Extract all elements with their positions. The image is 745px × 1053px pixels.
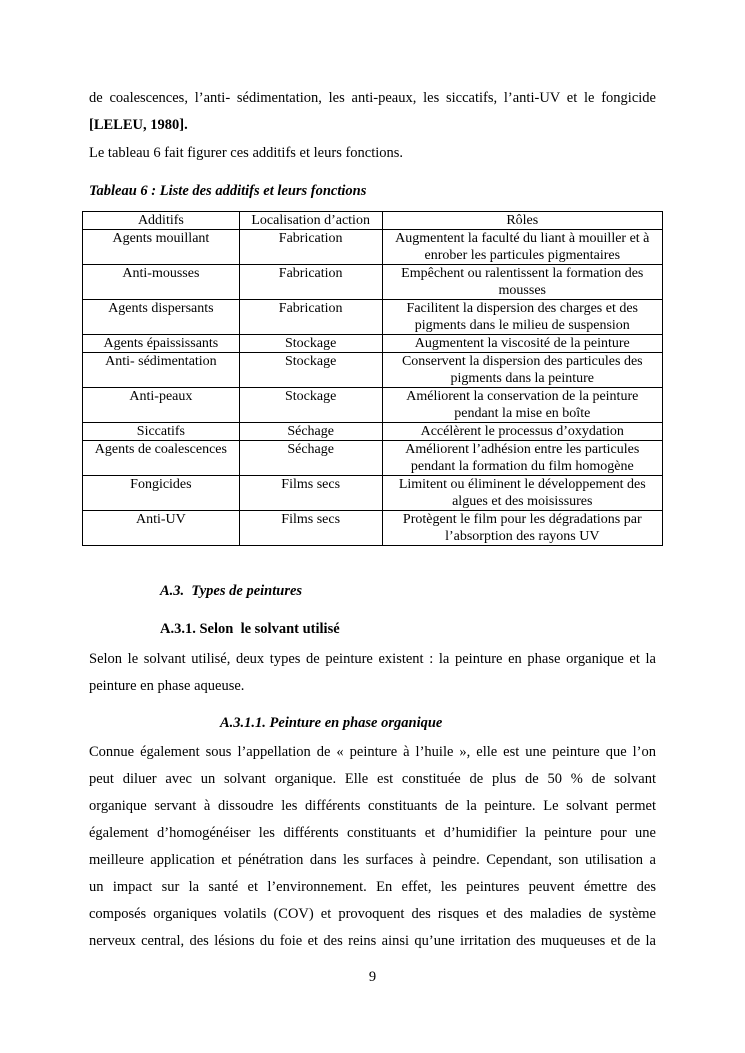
table-row: [83, 423, 663, 441]
table-row: [83, 441, 663, 476]
cell-additif: Agents épaississants: [83, 335, 240, 353]
cell-role: Améliorent l’adhésion entre les particules pendant la formation du film homogène: [382, 441, 662, 476]
intro-line-3: Le tableau 6 fait figurer ces additifs et leurs fonctions.: [89, 145, 404, 161]
para-a311-line-5: meilleure application et pénétration dans les surfaces à peindre. Cependant, son utilisation a: [89, 852, 656, 868]
cell-localisation: Stockage: [239, 388, 382, 423]
table-row: [83, 230, 663, 265]
cell-additif: Anti-peaux: [83, 388, 240, 423]
cell-role: Conservent la dispersion des particules des pigments dans la peinture: [382, 353, 662, 388]
table-caption: Tableau 6 : Liste des additifs et leurs fonctions: [89, 183, 367, 199]
heading-a3-title: Types de peintures: [191, 583, 303, 599]
cell-localisation: Séchage: [239, 441, 382, 476]
cell-localisation: Stockage: [239, 353, 382, 388]
cell-localisation: Fabrication: [239, 230, 382, 265]
para-a311-line-8: nerveux central, des lésions du foie et des reins ainsi qu’une irritation des muqueuses et de la: [89, 933, 656, 949]
cell-localisation: Fabrication: [239, 265, 382, 300]
heading-a3-number: A.3.: [160, 583, 185, 599]
cell-localisation: Séchage: [239, 423, 382, 441]
table-row: [83, 300, 663, 335]
table-row: [83, 476, 663, 511]
para-a31-line-1: Selon le solvant utilisé, deux types de peinture existent : la peinture en phase organique et la: [89, 651, 656, 667]
cell-localisation: Films secs: [239, 476, 382, 511]
cell-role: Augmentent la faculté du liant à mouiller et à enrober les particules pigmentaires: [382, 230, 662, 265]
para-a311-line-3: organique servant à dissoudre les différents constituants de la peinture. Le solvant permet: [89, 798, 656, 814]
heading-a311-title: Peinture en phase organique: [269, 715, 443, 731]
cell-role: Augmentent la viscosité de la peinture: [382, 335, 662, 353]
table-row: [83, 353, 663, 388]
cell-role: Facilitent la dispersion des charges et des pigments dans le milieu de suspension: [382, 300, 662, 335]
heading-a3: [160, 584, 302, 599]
header-localisation: Localisation d’action: [239, 212, 382, 230]
citation: [LELEU, 1980].: [89, 117, 188, 133]
cell-additif: Siccatifs: [83, 423, 240, 441]
table-row: [83, 388, 663, 423]
heading-a31-title: Selon le solvant utilisé: [199, 621, 340, 637]
cell-additif: Agents de coalescences: [83, 441, 240, 476]
heading-a31-number: A.3.1.: [160, 621, 196, 637]
additives-table: [82, 211, 663, 546]
header-roles: Rôles: [382, 212, 662, 230]
intro-line-1: de coalescences, l’anti- sédimentation, les anti-peaux, les siccatifs, l’anti-UV et le fongicide: [89, 90, 656, 106]
cell-role: Empêchent ou ralentissent la formation des mousses: [382, 265, 662, 300]
para-a311-line-7: composés organiques volatils (COV) et provoquent des risques et des maladies de système: [89, 906, 656, 922]
cell-role: Protègent le film pour les dégradations par l’absorption des rayons UV: [382, 511, 662, 546]
cell-additif: Anti-mousses: [83, 265, 240, 300]
para-a311-line-6: un impact sur la santé et l’environnement. En effet, les peintures peuvent émettre des: [89, 879, 656, 895]
table-row: [83, 335, 663, 353]
cell-role: Limitent ou éliminent le développement des algues et des moisissures: [382, 476, 662, 511]
table-row: [83, 265, 663, 300]
cell-localisation: Films secs: [239, 511, 382, 546]
cell-role: Accélèrent le processus d’oxydation: [382, 423, 662, 441]
table-row: [83, 511, 663, 546]
cell-additif: Agents mouillant: [83, 230, 240, 265]
heading-a311: [220, 716, 442, 731]
cell-additif: Anti-UV: [83, 511, 240, 546]
para-a311-line-1: Connue également sous l’appellation de « peinture à l’huile », elle est une peinture que l’on: [89, 744, 656, 760]
cell-additif: Anti- sédimentation: [83, 353, 240, 388]
page-number: 9: [368, 969, 377, 985]
para-a311-line-4: également d’homogénéiser les différents constituants et d’humidifier la peinture pour une: [89, 825, 656, 841]
cell-localisation: Stockage: [239, 335, 382, 353]
heading-a311-number: A.3.1.1.: [220, 715, 266, 731]
para-a311-line-2: peut diluer avec un solvant organique. Elle est constituée de plus de 50 % de solvant: [89, 771, 656, 787]
header-additifs: Additifs: [83, 212, 240, 230]
para-a31-line-2: peinture en phase aqueuse.: [89, 678, 245, 694]
heading-a31: [160, 622, 340, 637]
cell-additif: Fongicides: [83, 476, 240, 511]
cell-additif: Agents dispersants: [83, 300, 240, 335]
cell-role: Améliorent la conservation de la peinture pendant la mise en boîte: [382, 388, 662, 423]
table-header-row: [83, 212, 663, 230]
cell-localisation: Fabrication: [239, 300, 382, 335]
